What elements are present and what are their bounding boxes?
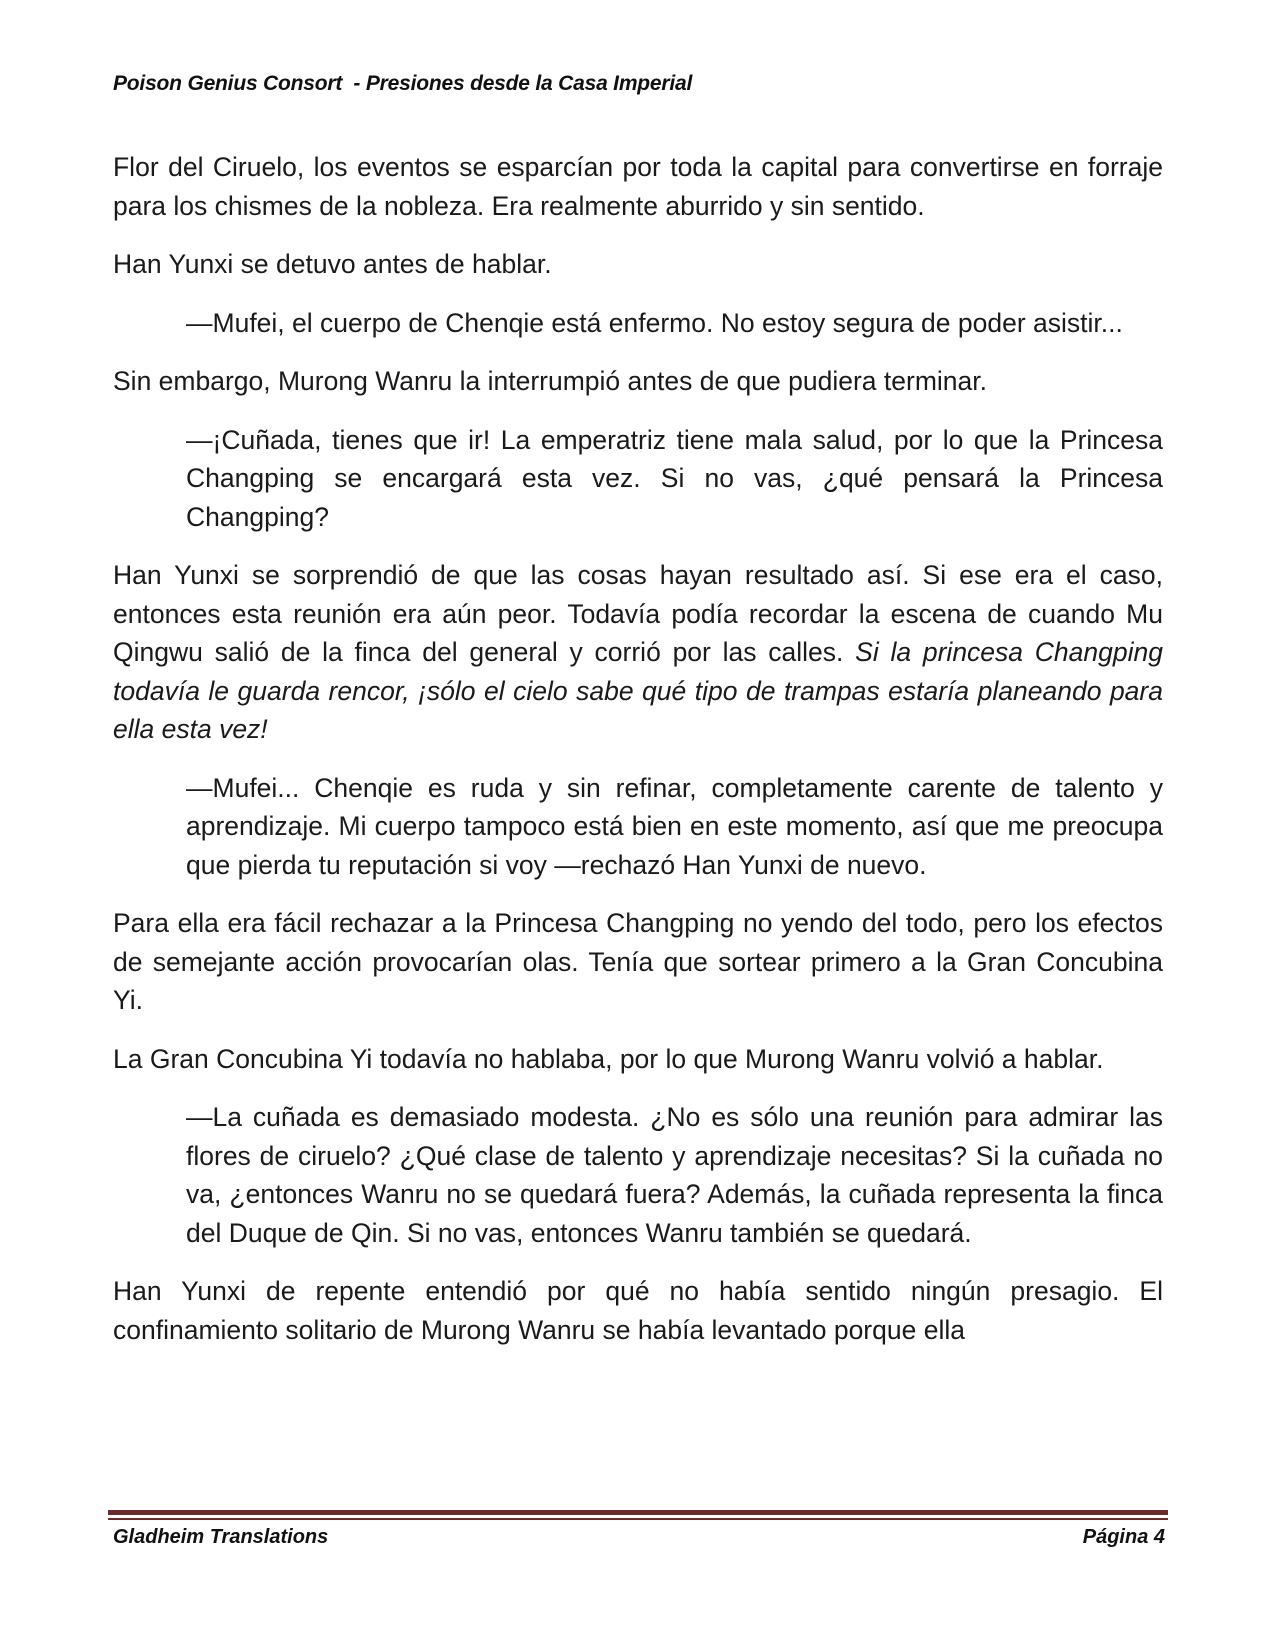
dialogue-paragraph-5: —¡Cuñada, tienes que ir! La emperatriz tiene mala salud, por lo que la Princesa Changping se encargará esta vez. Si no vas, ¿qué pensará la Princesa Changping?	[186, 424, 1163, 532]
paragraph-1: Flor del Ciruelo, los eventos se esparcían por toda la capital para convertirse en forraje para los chismes de la nobleza. Era realmente aburrido y sin sentido.	[113, 152, 1163, 221]
footer-translator-name: Gladheim Translations	[113, 1526, 329, 1548]
page-header-title: Poison Genius Consort - Presiones desde la Casa Imperial	[113, 72, 693, 95]
paragraph-9: La Gran Concubina Yi todavía no hablaba, por lo que Murong Wanru volvió a hablar.	[113, 1043, 1104, 1074]
paragraph-4: Sin embargo, Murong Wanru la interrumpió antes de que pudiera terminar.	[113, 366, 987, 396]
footer-page-number: Página 4	[1082, 1526, 1165, 1548]
paragraph-6-italic-thought: Si la princesa Changping todavía le guarda rencor, ¡sólo el cielo sabe qué tipo de trampas estaría planeando para ella esta vez!	[113, 637, 1163, 744]
paragraph-6	[113, 556, 1163, 749]
paragraph-11: Han Yunxi de repente entendió por qué no había sentido ningún presagio. El confinamiento solitario de Murong Wanru se había levantado porque ella	[113, 1276, 1163, 1345]
footer-rule-thick	[108, 1510, 1168, 1515]
paragraph-2: Han Yunxi se detuvo antes de hablar.	[113, 249, 552, 279]
footer-rule-thin	[108, 1518, 1168, 1520]
dialogue-paragraph-7: —Mufei... Chenqie es ruda y sin refinar, completamente carente de talento y aprendizaje. Mi cuerpo tampoco está bien en este momento, así que me preocupa que pierda tu reputación si voy —rechazó Han Yunxi de nuevo.	[186, 772, 1163, 880]
dialogue-paragraph-3: —Mufei, el cuerpo de Chenqie está enfermo. No estoy segura de poder asistir...	[186, 307, 1123, 338]
paragraph-6-text: Han Yunxi se sorprendió de que las cosas hayan resultado así. Si ese era el caso, entonces esta reunión era aún peor. Todavía podía recordar la escena de cuando Mu Qingwu salió de la finca del general y corrió por las calles.	[113, 560, 1163, 667]
paragraph-8: Para ella era fácil rechazar a la Princesa Changping no yendo del todo, pero los efectos de semejante acción provocarían olas. Tenía que sortear primero a la Gran Concubina Yi.	[113, 908, 1163, 1015]
page-body	[113, 148, 1163, 1369]
dialogue-paragraph-10: —La cuñada es demasiado modesta. ¿No es sólo una reunión para admirar las flores de ciruelo? ¿Qué clase de talento y aprendizaje necesitas? Si la cuñada no va, ¿entonces Wanru no se quedará fuera? Además, la cuñada representa la finca del Duque de Qin. Si no vas, entonces Wanru también se quedará.	[186, 1102, 1163, 1248]
